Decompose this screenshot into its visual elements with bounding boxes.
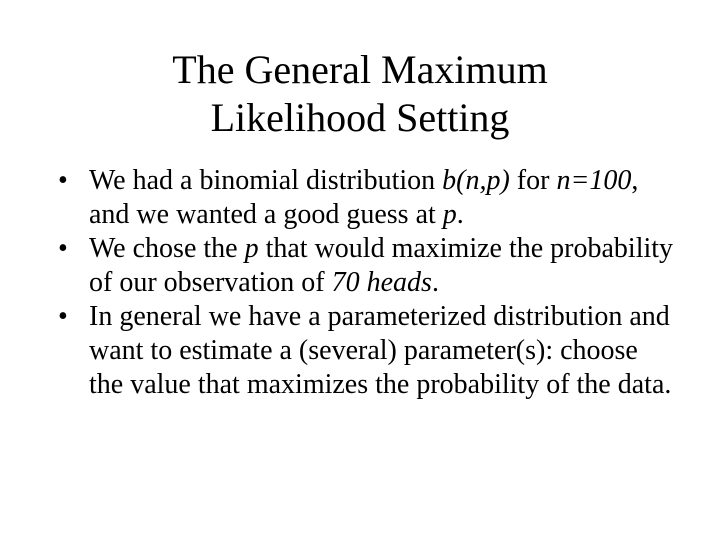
slide-title-line-1: The General Maximum: [172, 47, 548, 92]
slide-title: [60, 46, 660, 142]
bullet-item-3: [58, 300, 678, 402]
bullet-1-text-c: , and we wanted a good guess at: [89, 165, 639, 230]
bullet-text-1: [89, 164, 678, 232]
bullet-2-text-c: .: [431, 267, 439, 298]
bullet-marker: •: [58, 301, 68, 332]
bullet-1-formula-binomial: b(n,p): [442, 165, 510, 196]
bullet-1-variable-p: p: [442, 199, 457, 230]
bullet-item-2: [58, 232, 678, 300]
bullet-marker: •: [58, 233, 68, 264]
slide-title-line-2: Likelihood Setting: [210, 95, 510, 140]
bullet-item-1: [58, 164, 678, 232]
bullet-1-formula-n: n=100: [556, 165, 632, 196]
bullet-list: [58, 164, 678, 402]
bullet-1-text-d: .: [456, 199, 464, 230]
bullet-1-text-a: We had a binomial distribution: [89, 165, 443, 196]
bullet-marker: •: [58, 165, 68, 196]
bullet-1-text-b: for: [509, 165, 557, 196]
bullet-text-2: [89, 232, 678, 300]
bullet-2-text-b: that would maximize the probability of our observation of: [89, 233, 674, 298]
bullet-2-observation: 70 heads: [331, 267, 432, 298]
bullet-2-text-a: We chose the: [89, 233, 245, 264]
bullet-2-variable-p: p: [244, 233, 259, 264]
bullet-text-3: In general we have a parameterized distribution and want to estimate a (several) parameter(s): choose the value that maximizes the probability of the data.: [89, 301, 672, 400]
